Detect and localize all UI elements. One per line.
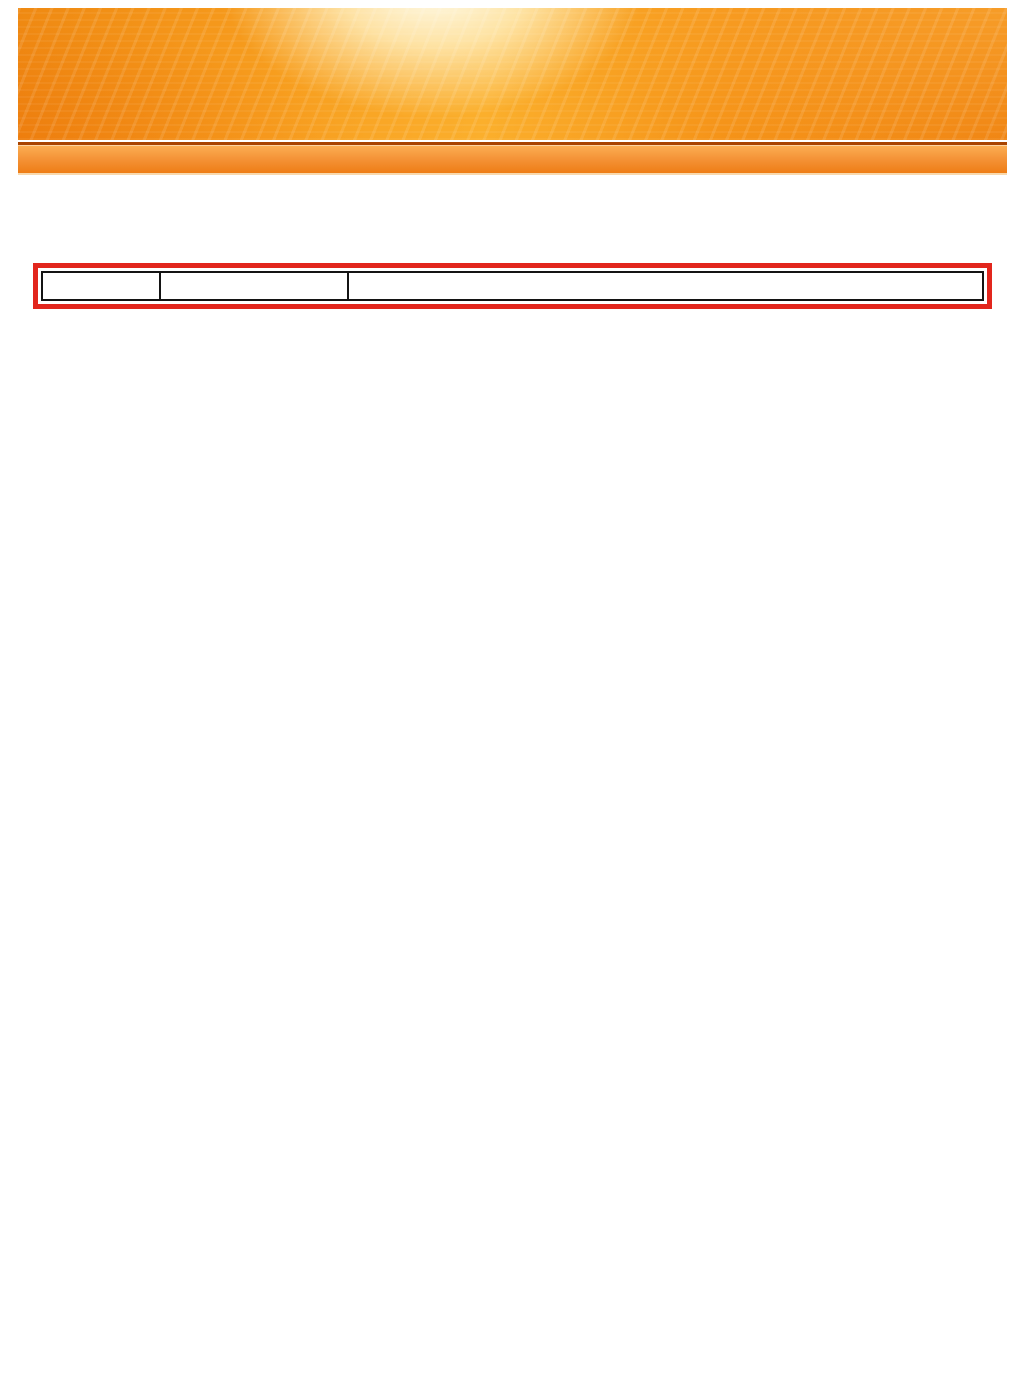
- navbar: [18, 142, 1007, 173]
- site-banner: [18, 8, 1007, 140]
- cell-no: [43, 273, 161, 299]
- table-row-highlighted: [41, 271, 984, 301]
- cell-company: [349, 273, 982, 299]
- article-meta: [0, 235, 1025, 250]
- cell-province: [161, 273, 349, 299]
- highlight-box: [33, 263, 992, 309]
